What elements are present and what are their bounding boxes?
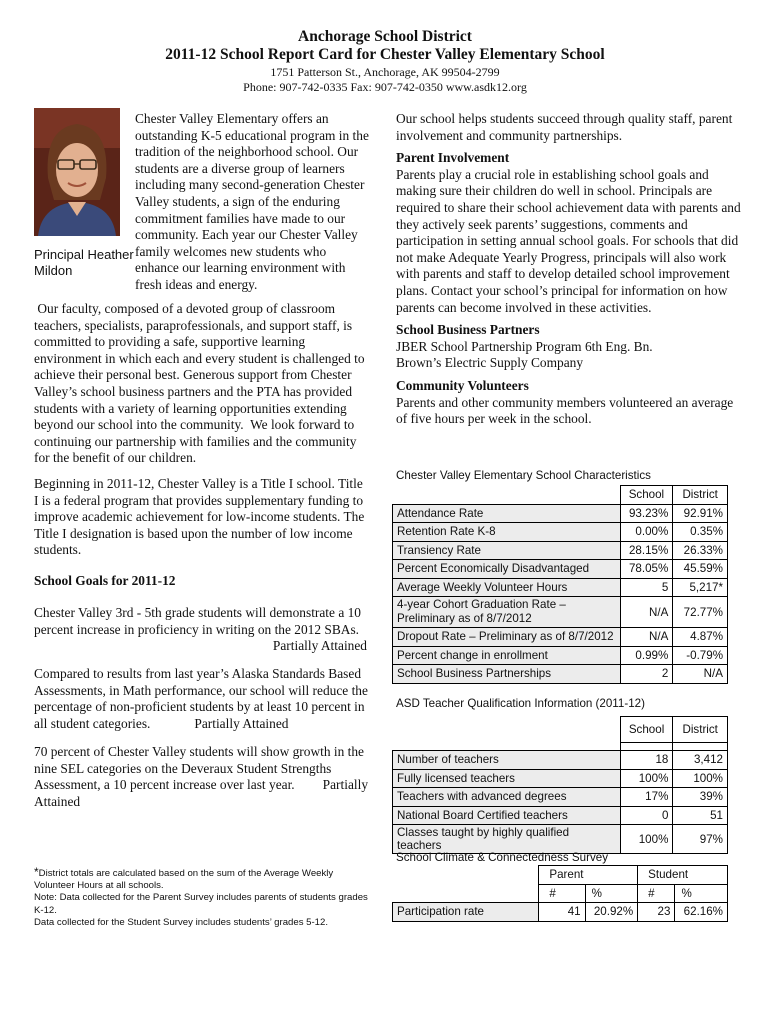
parent-involvement-text: Parents play a crucial role in establishing school goals and making sure their children do well in school. Principals are required to share their school achievement data with parents and they actively seek parents’ suggestions, comments and participation in setting annual school goals. For schools that did not make Adequate Yearly Progress, principals will also work with parents and staff to develop detailed school improvement plans. Contact your school’s principal for information on how parents can become involved in these activities. (396, 166, 741, 315)
community-volunteers-text: Parents and other community members volunteered an average of five hours per week in the school. (396, 394, 734, 427)
business-partners-heading: School Business Partners (396, 322, 540, 338)
table-header-row (393, 866, 728, 885)
table-row: 4-year Cohort Graduation Rate – Preliminary as of 8/7/2012 N/A 72.77% (393, 597, 728, 628)
goal-1-status: Partially Attained (272, 638, 367, 654)
table-row: Percent change in enrollment 0.99% -0.79% (393, 646, 728, 665)
community-volunteers-heading: Community Volunteers (396, 377, 529, 393)
right-column (396, 111, 741, 428)
col-school: School (620, 717, 673, 743)
table-row: Average Weekly Volunteer Hours 5 5,217* (393, 578, 728, 597)
survey-title: School Climate & Connectedness Survey (396, 851, 609, 864)
teacher-table-title: ASD Teacher Qualification Information (2011-12) (396, 697, 645, 710)
principal-caption: Principal Heather Mildon (34, 247, 134, 278)
table-subheader-row: # % # % (393, 884, 728, 903)
table-row: Classes taught by highly qualified teachers 100% 97% (393, 825, 728, 854)
partnership-intro: Our school helps students succeed through quality staff, parent involvement and community partnerships. (396, 111, 733, 143)
teacher-qualification-table (392, 716, 728, 854)
footnote-district-totals: *District totals are calculated based on the sum of the Average Weekly Volunteer Hours at all schools. (34, 865, 334, 892)
footnotes (34, 866, 374, 929)
col-student: Student (638, 866, 728, 885)
footnote-student-survey: Data collected for the Student Survey includes students’ grades 5-12. (34, 916, 329, 928)
col-district: District (673, 486, 728, 505)
business-partner-1: JBER School Partnership Program 6th Eng. Bn. (396, 338, 653, 354)
footnote-parent-survey: Note: Data collected for the Parent Survey includes parents of students grades K-12. (34, 892, 368, 916)
table-row: Attendance Rate 93.23% 92.91% (393, 504, 728, 523)
table-row: Fully licensed teachers 100% 100% (393, 769, 728, 788)
col-parent: Parent (539, 866, 638, 885)
title-one-paragraph: Beginning in 2011-12, Chester Valley is a Title I school. Title I is a federal program that provides supplementary funding to improve academic achievement for low-income students. The Title I designation is based upon the number of low income students. (34, 476, 365, 558)
table-row: Transiency Rate 28.15% 26.33% (393, 541, 728, 560)
goals-heading: School Goals for 2011-12 (34, 573, 176, 588)
col-school: School (620, 486, 673, 505)
school-contact: Phone: 907-742-0335 Fax: 907-742-0350 www.asdk12.org (243, 80, 527, 94)
characteristics-table (392, 485, 728, 684)
table-row: Percent Economically Disadvantaged 78.05% 45.59% (393, 560, 728, 579)
table-row: Participation rate 41 20.92% 23 62.16% (393, 903, 728, 922)
district-title: Anchorage School District (298, 28, 472, 45)
col-district: District (673, 717, 728, 743)
characteristics-title: Chester Valley Elementary School Characteristics (396, 469, 651, 482)
parent-involvement-heading: Parent Involvement (396, 150, 510, 166)
report-title: 2011-12 School Report Card for Chester Valley Elementary School (165, 46, 605, 63)
goal-3: 70 percent of Chester Valley students will show growth in the nine SEL categories on the Deveraux Student Strengths Assessment, a 10 percent increase over last year. Partially Attained (34, 744, 369, 809)
business-partner-2: Brown’s Electric Supply Company (396, 355, 584, 371)
goal-3-status: Partially Attained (34, 777, 369, 809)
faculty-paragraph: Our faculty, composed of a devoted group of classroom teachers, specialists, paraprofessionals, and support staff, is committed to providing a safe, supportive learning environment in which each and every student is challenged to achieve their personal best. Generous support from Chester Valley’s school business partners and the PTA has provided students with a variety of learning opportunities extending beyond our school into the community. We look forward to continuing our partnership with families and the community for the benefit of our children. (34, 301, 368, 466)
table-row: Number of teachers 18 3,412 (393, 751, 728, 770)
table-header-row (393, 717, 728, 743)
goal-1: Chester Valley 3rd - 5th grade students will demonstrate a 10 percent increase in proficiency in writing on the 2012 SBAs. Partially Attained (34, 605, 367, 654)
table-row: National Board Certified teachers 0 51 (393, 806, 728, 825)
table-header-row (393, 486, 728, 505)
intro-paragraph: Chester Valley Elementary offers an outstanding K-5 educational program in the tradition of the neighborhood school. Our students are a diverse group of learners including many second-generation Chester Valley students, a sign of the enduring commitment families have made to our community. Each year our Chester Valley family welcomes new students who enhance our learning environment with fresh ideas and energy. (135, 111, 369, 292)
principal-photo (34, 108, 120, 236)
goal-2-status: Partially Attained (194, 715, 289, 731)
table-row: Teachers with advanced degrees 17% 39% (393, 788, 728, 807)
survey-table (392, 865, 728, 922)
table-row: Retention Rate K-8 0.00% 0.35% (393, 523, 728, 542)
table-row: School Business Partnerships 2 N/A (393, 665, 728, 684)
goal-2: Compared to results from last year’s Alaska Standards Based Assessments, in Math performance, our school will reduce the percentage of non-proficient students by at least 10 percent in all student categories. Partially Attained (34, 666, 368, 731)
school-address: 1751 Patterson St., Anchorage, AK 99504-2799 (270, 65, 500, 79)
table-row: Dropout Rate – Preliminary as of 8/7/2012 N/A 4.87% (393, 628, 728, 647)
